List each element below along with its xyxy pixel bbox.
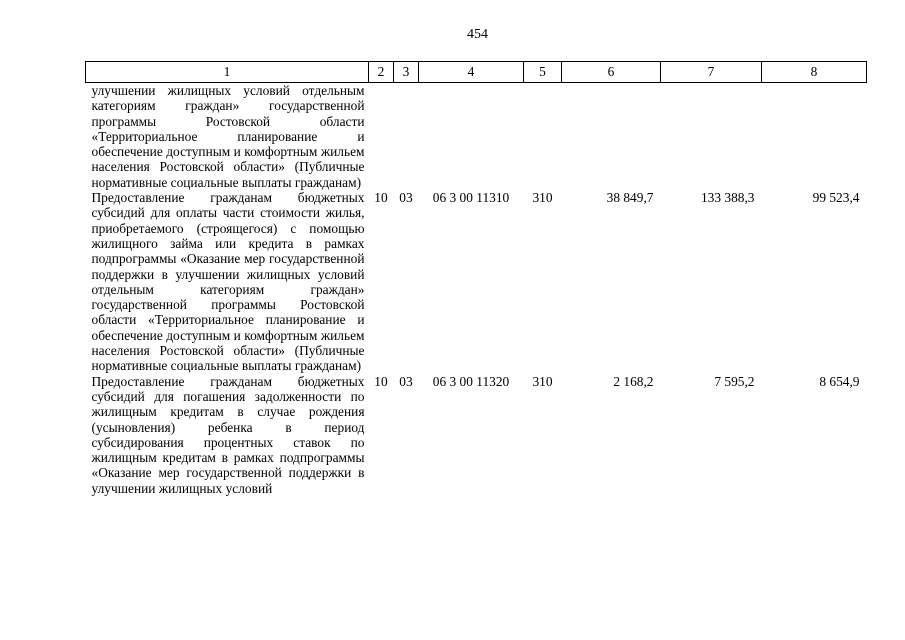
- header-row: [86, 62, 867, 83]
- header-cell-1: 1: [86, 62, 369, 83]
- table-row: [86, 83, 867, 191]
- header-cell-5: 5: [524, 62, 562, 83]
- row-subsection: [394, 83, 419, 191]
- row-section: 10: [374, 190, 388, 206]
- row-target-article: 06 3 00 11310: [432, 190, 510, 206]
- row-amount-col6: 2 168,2: [613, 373, 654, 389]
- row-amount-col8: 8 654,9: [819, 373, 860, 389]
- header-cell-3: 3: [394, 62, 419, 83]
- page-number: 454: [467, 27, 488, 42]
- header-cell-6: 6: [562, 62, 661, 83]
- row-amount-col7: 133 388,3: [700, 190, 755, 206]
- header-cell-4: 4: [419, 62, 524, 83]
- budget-table: [85, 61, 867, 496]
- row-amount-col7: [661, 83, 762, 191]
- row-expense-type: [524, 83, 562, 191]
- row-subsection: 03: [399, 373, 413, 389]
- row-amount-col7: 7 595,2: [714, 373, 755, 389]
- row-section: [369, 83, 394, 191]
- row-expense-type: 310: [532, 373, 553, 389]
- row-section: 10: [374, 373, 388, 389]
- row-amount-col8: [762, 83, 867, 191]
- table-row: [86, 190, 867, 374]
- row-subsection: 03: [399, 190, 413, 206]
- row-description: Предоставление гражданам бюджетных субсидий для погашения задолженности по жилищным кредитам в случае рождения (усыновления) ребенка в период субсидирования процентных ставок по жилищным кредитам в рамках подпрограммы «Оказание мер государственной поддержки в улучшении жилищных условий: [91, 373, 365, 496]
- row-target-article: [419, 83, 524, 191]
- row-amount-col6: [562, 83, 661, 191]
- header-cell-8: 8: [762, 62, 867, 83]
- row-expense-type: 310: [532, 190, 553, 206]
- row-amount-col6: 38 849,7: [606, 190, 654, 206]
- header-cell-2: 2: [369, 62, 394, 83]
- header-cell-7: 7: [661, 62, 762, 83]
- table-row: [86, 374, 867, 496]
- row-amount-col8: 99 523,4: [812, 190, 860, 206]
- row-description: Предоставление гражданам бюджетных субсидий для оплаты части стоимости жилья, приобретаемого (строящегося) с помощью жилищного займа или кредита в рамках подпрограммы «Оказание мер государственной поддержки в улучшении жилищных условий отдельным категориям граждан» государственной программы Ростовской области «Территориальное планирование и обеспечение доступным и комфортным жильем населения Ростовской области» (Публичные нормативные социальные выплаты гражданам): [91, 190, 365, 374]
- row-target-article: 06 3 00 11320: [432, 373, 510, 389]
- row-description: улучшении жилищных условий отдельным категориям граждан» государственной программы Ростовской области «Территориальное планирование и обеспечение доступным и комфортным жильем населения Ростовской области» (Публичные нормативные социальные выплаты гражданам): [91, 83, 365, 190]
